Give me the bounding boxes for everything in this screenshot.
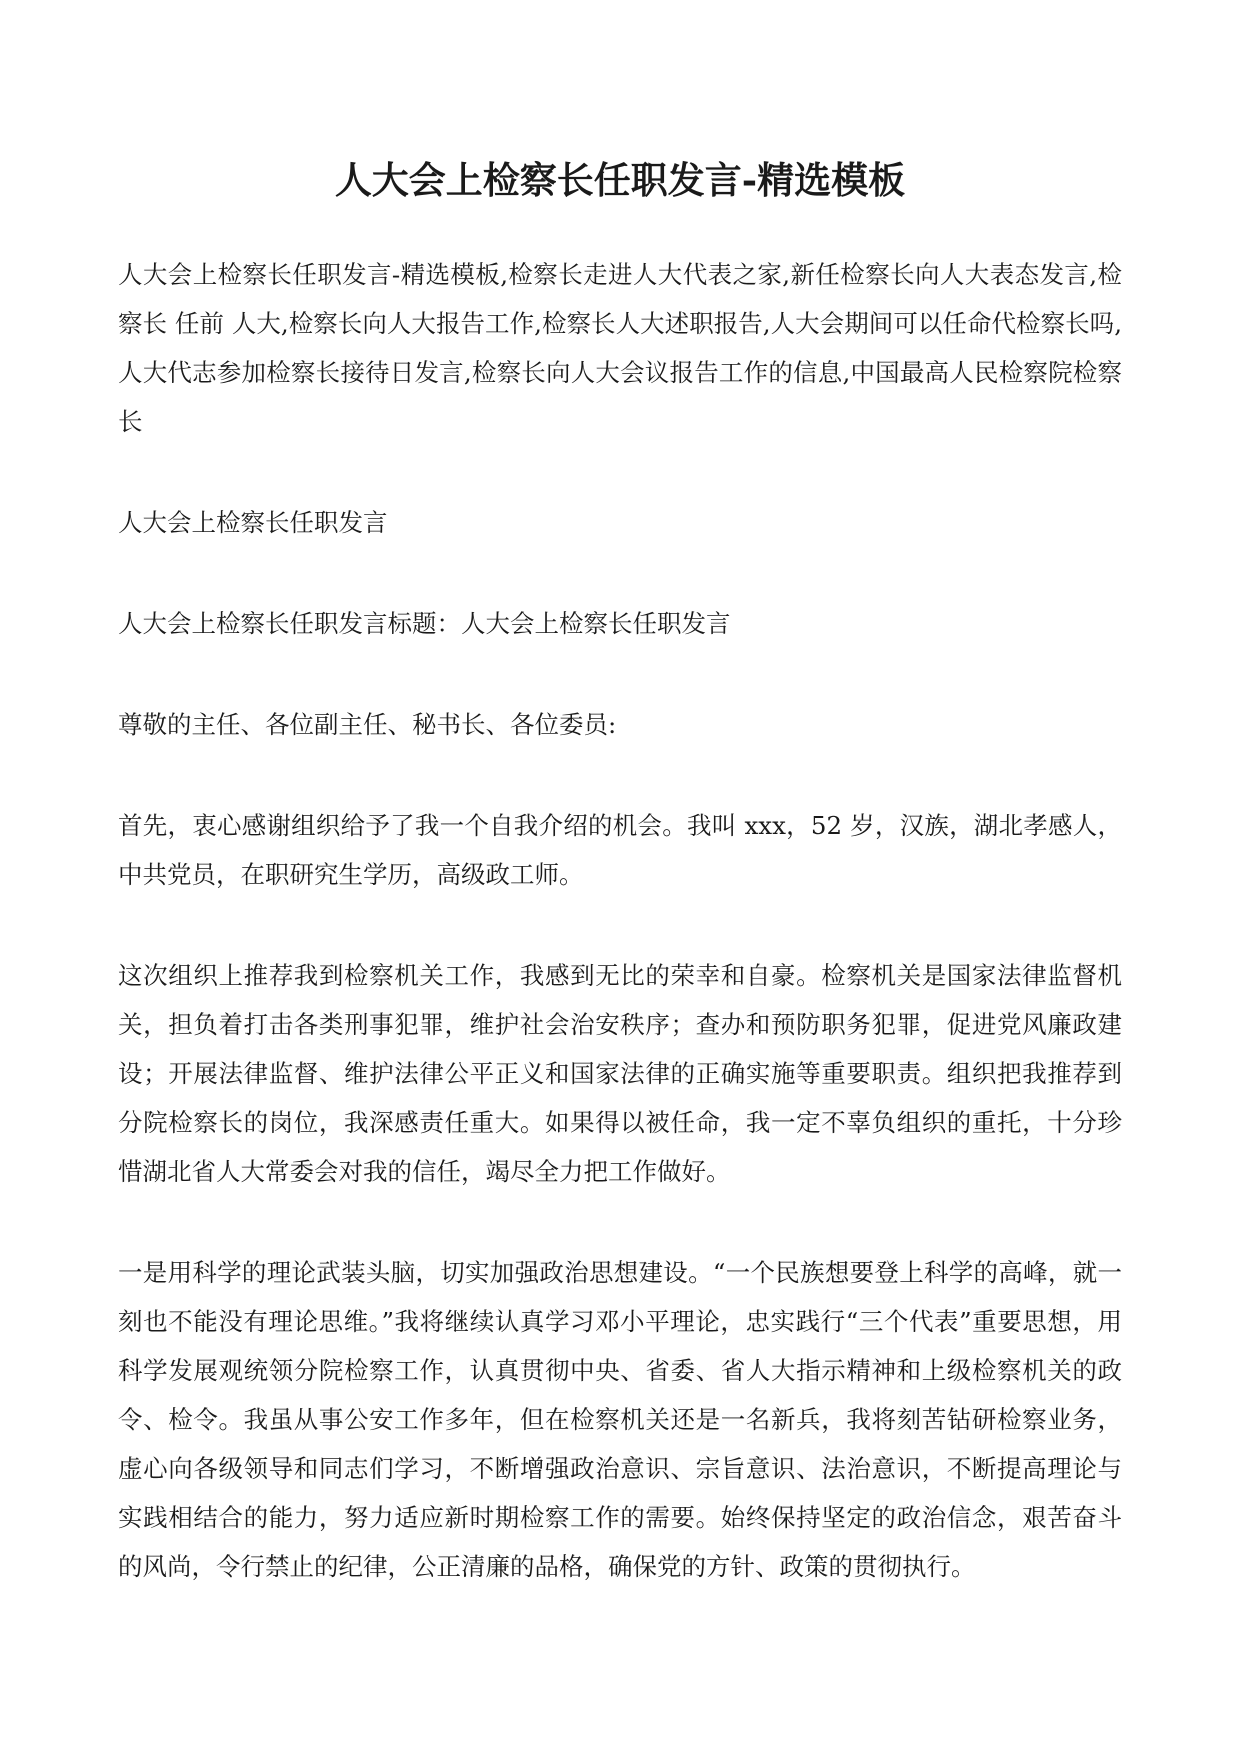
- body-paragraph: 一是用科学的理论武装头脑，切实加强政治思想建设。“一个民族想要登上科学的高峰，就一刻也不能没有理论思维。”我将继续认真学习邓小平理论，忠实践行“三个代表”重要思想，用科学发展观统领分院检察工作，认真贯彻中央、省委、省人大指示精神和上级检察机关的政令、检令。我虽从事公安工作多年，但在检察机关还是一名新兵，我将刻苦钻研检察业务，虚心向各级领导和同志们学习，不断增强政治意识、宗旨意识、法治意识，不断提高理论与实践相结合的能力，努力适应新时期检察工作的需要。始终保持坚定的政治信念，艰苦奋斗的风尚，令行禁止的纪律，公正清廉的品格，确保党的方针、政策的贯彻执行。: [118, 1258, 1122, 1581]
- section-heading: 人大会上检察长任职发言: [118, 508, 388, 537]
- document-body: [118, 250, 1122, 1643]
- body-paragraph: 这次组织上推荐我到检察机关工作，我感到无比的荣幸和自豪。检察机关是国家法律监督机关，担负着打击各类刑事犯罪，维护社会治安秩序；查办和预防职务犯罪，促进党风廉政建设；开展法律监督、维护法律公平正义和国家法律的正确实施等重要职责。组织把我推荐到分院检察长的岗位，我深感责任重大。如果得以被任命，我一定不辜负组织的重托，十分珍惜湖北省人大常委会对我的信任，竭尽全力把工作做好。: [118, 961, 1122, 1186]
- keywords-paragraph: 人大会上检察长任职发言-精选模板,检察长走进人大代表之家,新任检察长向人大表态发言,检察长 任前 人大,检察长向人大报告工作,检察长人大述职报告,人大会期间可以任命代检察长吗,人大代志参加检察长接待日发言,检察长向人大会议报告工作的信息,中国最高人民检察院检察长: [118, 260, 1122, 436]
- self-introduction-paragraph: 首先，衷心感谢组织给予了我一个自我介绍的机会。我叫 xxx，52 岁，汉族，湖北孝感人，中共党员，在职研究生学历，高级政工师。: [118, 811, 1122, 889]
- document-title: 人大会上检察长任职发言-精选模板: [334, 158, 906, 202]
- title-line-paragraph: 人大会上检察长任职发言标题：人大会上检察长任职发言: [118, 609, 731, 638]
- salutation-paragraph: 尊敬的主任、各位副主任、秘书长、各位委员:: [118, 710, 617, 739]
